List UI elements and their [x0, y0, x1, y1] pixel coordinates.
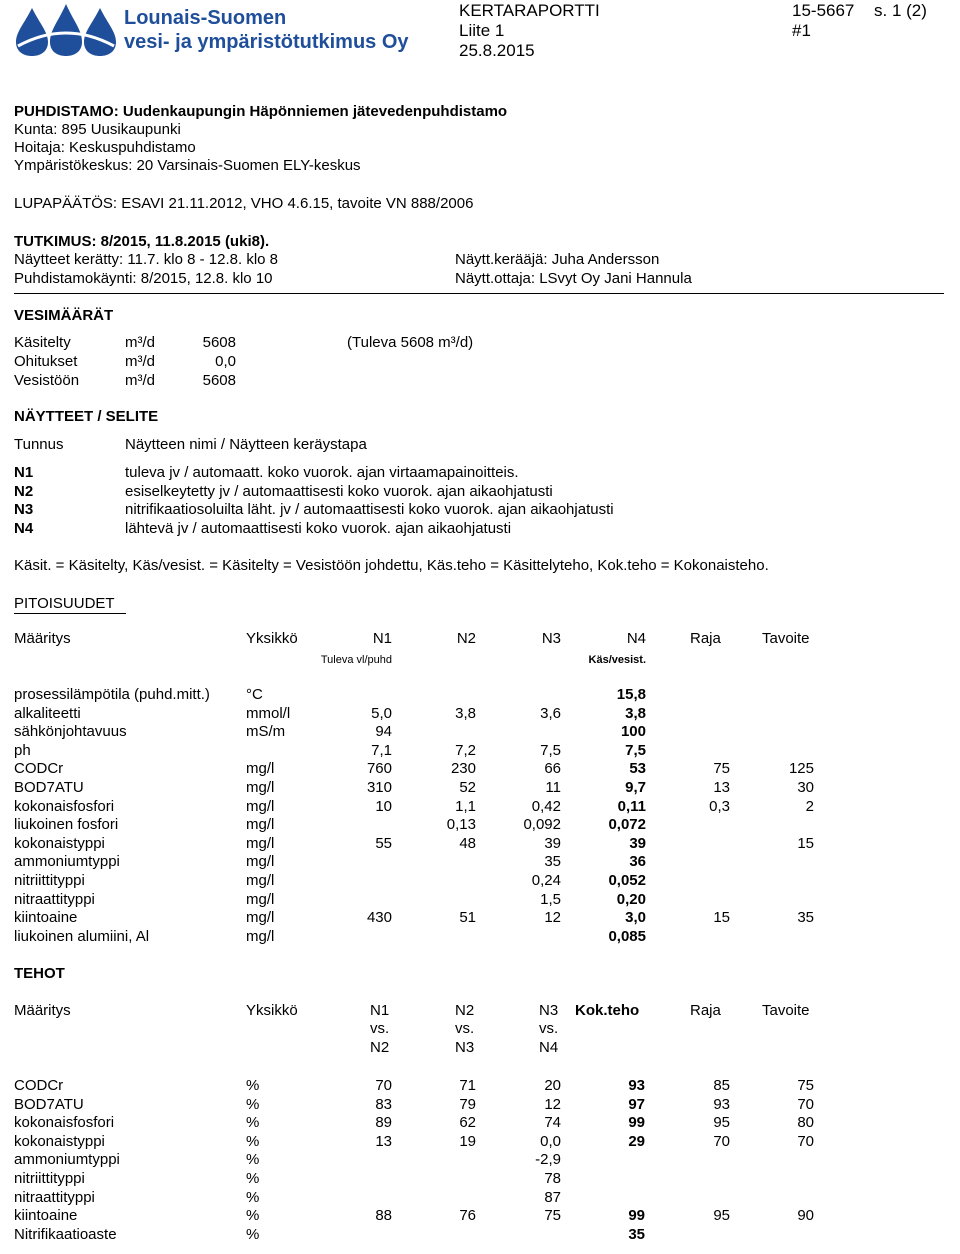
concentration-parameter: kokonaisfosfori	[14, 797, 115, 815]
efficiency-n2-vs-n3: 79	[459, 1095, 476, 1113]
concentration-unit: °C	[246, 686, 263, 703]
concentrations-title: PITOISUUDET	[14, 595, 115, 612]
efficiency-n1-vs-n2: 89	[375, 1114, 392, 1132]
concentration-parameter: kiintoaine	[14, 909, 78, 927]
col-n1-header: N1	[372, 630, 392, 647]
concentration-n2-value: 3,8	[455, 704, 476, 722]
sample-id: N3	[14, 501, 34, 518]
concentration-n1-value: 10	[375, 797, 392, 815]
concentration-n1-value: 430	[366, 909, 392, 927]
concentration-n1-value: 94	[375, 723, 392, 741]
compare-vs-label: vs.	[370, 1020, 390, 1037]
concentration-n3-value: 7,5	[540, 741, 561, 759]
concentration-unit: mg/l	[246, 834, 275, 852]
efficiency-parameter: nitriittityppi	[14, 1170, 85, 1187]
concentration-parameter: nitriittityppi	[14, 872, 85, 889]
efficiency-n3-vs-n4: 87	[544, 1188, 561, 1206]
volume-name: Käsitelty	[14, 334, 71, 351]
plant-operator: Hoitaja: Keskuspuhdistamo	[14, 139, 196, 156]
concentration-unit: mS/m	[246, 723, 286, 741]
sample-description: tuleva jv / automaatt. koko vuorok. ajan virtaamapainoitteis.	[125, 464, 519, 481]
sample-taker: Näytt.ottaja: LSvyt Oy Jani Hannula	[455, 270, 692, 287]
plant-title: PUHDISTAMO: Uudenkaupungin Häpönniemen jätevedenpuhdistamo	[14, 103, 508, 120]
efficiency-total-efficiency: 35	[628, 1225, 645, 1243]
concentration-parameter: CODCr	[14, 760, 64, 778]
concentration-n3-value: 1,5	[540, 890, 561, 908]
concentration-target-value: 2	[805, 797, 814, 815]
study-title: TUTKIMUS: 8/2015, 11.8.2015 (uki8).	[14, 233, 270, 250]
efficiency-limit-value: 95	[713, 1207, 730, 1225]
col-n2-header: N2	[455, 1002, 475, 1019]
efficiency-n3-vs-n4: 74	[544, 1114, 561, 1132]
concentration-n3-value: 66	[544, 760, 561, 778]
concentration-target-value: 35	[797, 909, 814, 927]
concentration-parameter: nitraattityppi	[14, 890, 95, 908]
sample-description: lähtevä jv / automaattisesti koko vuorok. ajan aikaohjatusti	[125, 519, 512, 537]
efficiency-target-value: 90	[797, 1207, 814, 1225]
volume-name: Vesistöön	[14, 372, 80, 389]
n1-subheader: Tuleva vl/puhd	[320, 654, 392, 666]
col-maaritys-header: Määritys	[14, 630, 71, 647]
efficiency-parameter: CODCr	[14, 1077, 64, 1094]
col-raja-header: Raja	[690, 630, 721, 647]
concentration-n3-value: 3,6	[540, 704, 561, 722]
col-n1-header: N1	[370, 1002, 390, 1019]
concentration-unit: mg/l	[246, 890, 275, 908]
concentration-n1-value: 55	[375, 834, 392, 852]
efficiency-total-efficiency: 29	[628, 1132, 645, 1150]
concentration-n1-value: 760	[366, 760, 392, 778]
compare-target-label: N4	[539, 1039, 559, 1056]
efficiency-total-efficiency: 99	[628, 1207, 645, 1225]
efficiency-unit: %	[246, 1151, 260, 1169]
efficiency-n2-vs-n3: 71	[459, 1077, 476, 1094]
concentration-n4-value: 0,052	[608, 872, 646, 889]
efficiency-unit: %	[246, 1114, 260, 1132]
concentration-unit: mg/l	[246, 872, 275, 889]
compare-target-label: N2	[370, 1039, 390, 1056]
concentration-n2-value: 230	[450, 760, 476, 778]
sample-id: N2	[14, 482, 34, 500]
concentration-n2-value: 0,13	[446, 816, 476, 834]
concentration-unit: mmol/l	[246, 704, 291, 722]
concentration-parameter: liukoinen fosfori	[14, 816, 119, 834]
report-type: KERTARAPORTTI	[459, 1, 600, 20]
efficiency-limit-value: 95	[713, 1114, 730, 1132]
col-maaritys-header: Määritys	[14, 1002, 71, 1019]
col-raja-header: Raja	[690, 1002, 721, 1019]
efficiency-n3-vs-n4: 20	[544, 1077, 561, 1094]
efficiency-n3-vs-n4: -2,9	[535, 1151, 561, 1169]
concentration-n4-value: 39	[629, 834, 646, 852]
col-n3-header: N3	[541, 630, 561, 647]
attachment-label: Liite 1	[459, 21, 505, 40]
concentration-n3-value: 35	[544, 853, 561, 871]
page-number: s. 1 (2)	[874, 1, 927, 20]
abbreviation-legend: Käsit. = Käsitelty, Käs/vesist. = Käsitelty = Vesistöön johdettu, Käs.teho = Käsittelyteho, Kok.teho = Kokonaisteho.	[14, 557, 769, 574]
concentration-target-value: 125	[788, 760, 814, 778]
concentration-limit-value: 0,3	[709, 797, 730, 815]
concentration-n1-value: 310	[366, 779, 392, 796]
concentration-parameter: liukoinen alumiini, Al	[14, 927, 150, 945]
concentration-unit: mg/l	[246, 927, 275, 945]
concentration-n2-value: 1,1	[455, 797, 476, 815]
concentration-n3-value: 11	[545, 779, 561, 796]
efficiency-n1-vs-n2: 83	[375, 1095, 392, 1113]
efficiency-parameter: kokonaistyppi	[14, 1132, 105, 1150]
report-id: #1	[792, 21, 811, 40]
concentration-unit: mg/l	[246, 816, 275, 834]
volume-unit: m³/d	[125, 334, 155, 351]
concentration-n4-value: 0,072	[608, 816, 646, 834]
logo-line-2: vesi- ja ympäristötutkimus Oy	[124, 31, 409, 53]
plant-visit: Puhdistamokäynti: 8/2015, 12.8. klo 10	[14, 270, 273, 287]
efficiency-parameter: BOD7ATU	[14, 1095, 84, 1113]
col-yksikko-header: Yksikkö	[246, 630, 298, 647]
efficiency-title: TEHOT	[14, 965, 65, 982]
volume-value: 5608	[202, 334, 236, 351]
concentration-target-value: 30	[797, 779, 814, 796]
efficiency-unit: %	[246, 1207, 260, 1225]
efficiency-unit: %	[246, 1225, 260, 1243]
concentration-n3-value: 0,42	[531, 797, 561, 815]
efficiency-n1-vs-n2: 13	[375, 1132, 392, 1150]
efficiency-target-value: 80	[797, 1114, 814, 1132]
volume-value: 5608	[202, 372, 236, 389]
compare-vs-label: vs.	[455, 1020, 475, 1037]
col-tavoite-header: Tavoite	[762, 630, 810, 647]
logo	[14, 2, 118, 58]
efficiency-n2-vs-n3: 62	[459, 1114, 476, 1132]
concentration-unit: mg/l	[246, 779, 275, 796]
concentration-parameter: ph	[14, 741, 31, 759]
col-yksikko-header: Yksikkö	[246, 1002, 298, 1019]
concentration-n2-value: 51	[459, 909, 476, 927]
report-number: 15-5667	[792, 1, 855, 20]
efficiency-unit: %	[246, 1132, 260, 1150]
plant-municipality: Kunta: 895 Uusikaupunki	[14, 121, 181, 138]
concentration-parameter: prosessilämpötila (puhd.mitt.)	[14, 686, 210, 703]
efficiency-limit-value: 85	[713, 1077, 730, 1094]
sample-description: esiselkeytetty jv / automaattisesti koko vuorok. ajan aikaohjatusti	[125, 482, 553, 500]
plant-env-centre: Ympäristökeskus: 20 Varsinais-Suomen ELY-keskus	[14, 157, 361, 174]
concentration-n4-value: 0,085	[608, 927, 646, 945]
efficiency-n2-vs-n3: 19	[459, 1132, 476, 1150]
concentration-unit: mg/l	[246, 797, 275, 815]
efficiency-parameter: Nitrifikaatioaste	[14, 1225, 117, 1243]
concentration-limit-value: 15	[713, 909, 730, 927]
concentration-n3-value: 12	[544, 909, 561, 927]
sample-id: N1	[14, 464, 34, 481]
volume-name: Ohitukset	[14, 353, 78, 370]
samples-collected: Näytteet kerätty: 11.7. klo 8 - 12.8. klo 8	[14, 251, 279, 268]
efficiency-target-value: 70	[797, 1132, 814, 1150]
logo-line-1: Lounais-Suomen	[124, 7, 287, 29]
concentration-n4-value: 3,8	[625, 704, 646, 722]
efficiency-n3-vs-n4: 0,0	[540, 1132, 561, 1150]
efficiency-parameter: kokonaisfosfori	[14, 1114, 115, 1132]
samples-col-id: Tunnus	[14, 436, 64, 453]
n4-subheader: Käs/vesist.	[588, 654, 646, 666]
efficiency-parameter: ammoniumtyppi	[14, 1151, 120, 1169]
concentration-n1-value: 7,1	[371, 741, 392, 759]
efficiency-limit-value: 70	[713, 1132, 730, 1150]
efficiency-n3-vs-n4: 12	[544, 1095, 561, 1113]
concentration-parameter: alkaliteetti	[14, 704, 81, 722]
concentration-n3-value: 0,092	[523, 816, 561, 834]
compare-target-label: N3	[455, 1039, 475, 1056]
concentration-unit: mg/l	[246, 760, 275, 778]
efficiency-total-efficiency: 99	[628, 1114, 645, 1132]
efficiency-total-efficiency: 93	[628, 1077, 645, 1094]
efficiency-target-value: 75	[797, 1077, 814, 1094]
sample-collector: Näytt.kerääjä: Juha Andersson	[455, 251, 660, 268]
concentration-n2-value: 48	[459, 834, 476, 852]
col-kok-teho-header: Kok.teho	[575, 1002, 640, 1019]
concentration-n2-value: 7,2	[455, 741, 476, 759]
efficiency-unit: %	[246, 1095, 260, 1113]
efficiency-unit: %	[246, 1077, 260, 1094]
concentration-parameter: sähkönjohtavuus	[14, 723, 127, 741]
concentration-unit: mg/l	[246, 853, 275, 871]
concentration-n4-value: 53	[629, 760, 646, 778]
concentration-limit-value: 13	[713, 779, 730, 796]
concentration-limit-value: 75	[713, 760, 730, 778]
concentration-n3-value: 0,24	[531, 872, 561, 889]
concentration-n2-value: 52	[459, 779, 476, 796]
concentration-n3-value: 39	[544, 834, 561, 852]
concentration-parameter: BOD7ATU	[14, 779, 84, 796]
efficiency-n1-vs-n2: 88	[375, 1207, 392, 1225]
volume-unit: m³/d	[125, 353, 155, 370]
concentrations-title-underline	[14, 613, 126, 614]
concentration-n4-value: 100	[620, 723, 646, 741]
concentration-n1-value: 5,0	[371, 704, 392, 722]
concentration-parameter: ammoniumtyppi	[14, 853, 120, 871]
concentration-n4-value: 9,7	[625, 779, 646, 796]
col-n3-header: N3	[539, 1002, 559, 1019]
efficiency-n3-vs-n4: 78	[544, 1170, 561, 1187]
concentration-n4-value: 36	[629, 853, 646, 871]
concentration-n4-value: 3,0	[625, 909, 646, 927]
volume-value: 0,0	[215, 353, 236, 370]
concentration-unit: mg/l	[246, 909, 275, 927]
samples-col-desc: Näytteen nimi / Näytteen keräystapa	[125, 436, 367, 453]
volume-unit: m³/d	[125, 372, 155, 389]
col-tavoite-header: Tavoite	[762, 1002, 810, 1019]
incoming-volume-note: (Tuleva 5608 m³/d)	[347, 334, 474, 351]
water-drops-logo-icon	[14, 2, 118, 58]
concentration-n4-value: 0,20	[616, 890, 646, 908]
divider	[14, 293, 944, 294]
compare-vs-label: vs.	[539, 1020, 559, 1037]
permit-line: LUPAPÄÄTÖS: ESAVI 21.11.2012, VHO 4.6.15, tavoite VN 888/2006	[14, 195, 474, 212]
sample-description: nitrifikaatiosoluilta läht. jv / automaattisesti koko vuorok. ajan aikaohjatusti	[125, 501, 614, 518]
efficiency-parameter: kiintoaine	[14, 1207, 78, 1225]
efficiency-target-value: 70	[797, 1095, 814, 1113]
concentration-n4-value: 0,11	[617, 797, 646, 815]
concentration-parameter: kokonaistyppi	[14, 834, 105, 852]
efficiency-n2-vs-n3: 76	[459, 1207, 476, 1225]
col-n4-header: N4	[626, 630, 646, 647]
efficiency-unit: %	[246, 1188, 260, 1206]
concentration-n4-value: 7,5	[625, 741, 646, 759]
efficiency-parameter: nitraattityppi	[14, 1188, 95, 1206]
efficiency-n1-vs-n2: 70	[375, 1077, 392, 1094]
efficiency-total-efficiency: 97	[628, 1095, 645, 1113]
sample-id: N4	[14, 519, 34, 537]
col-n2-header: N2	[456, 630, 476, 647]
efficiency-n3-vs-n4: 75	[544, 1207, 561, 1225]
samples-title: NÄYTTEET / SELITE	[14, 408, 159, 425]
efficiency-limit-value: 93	[713, 1095, 730, 1113]
concentration-target-value: 15	[797, 834, 814, 852]
volumes-title: VESIMÄÄRÄT	[14, 307, 114, 324]
concentration-n4-value: 15,8	[616, 686, 646, 703]
report-date: 25.8.2015	[459, 41, 535, 60]
efficiency-unit: %	[246, 1170, 260, 1187]
